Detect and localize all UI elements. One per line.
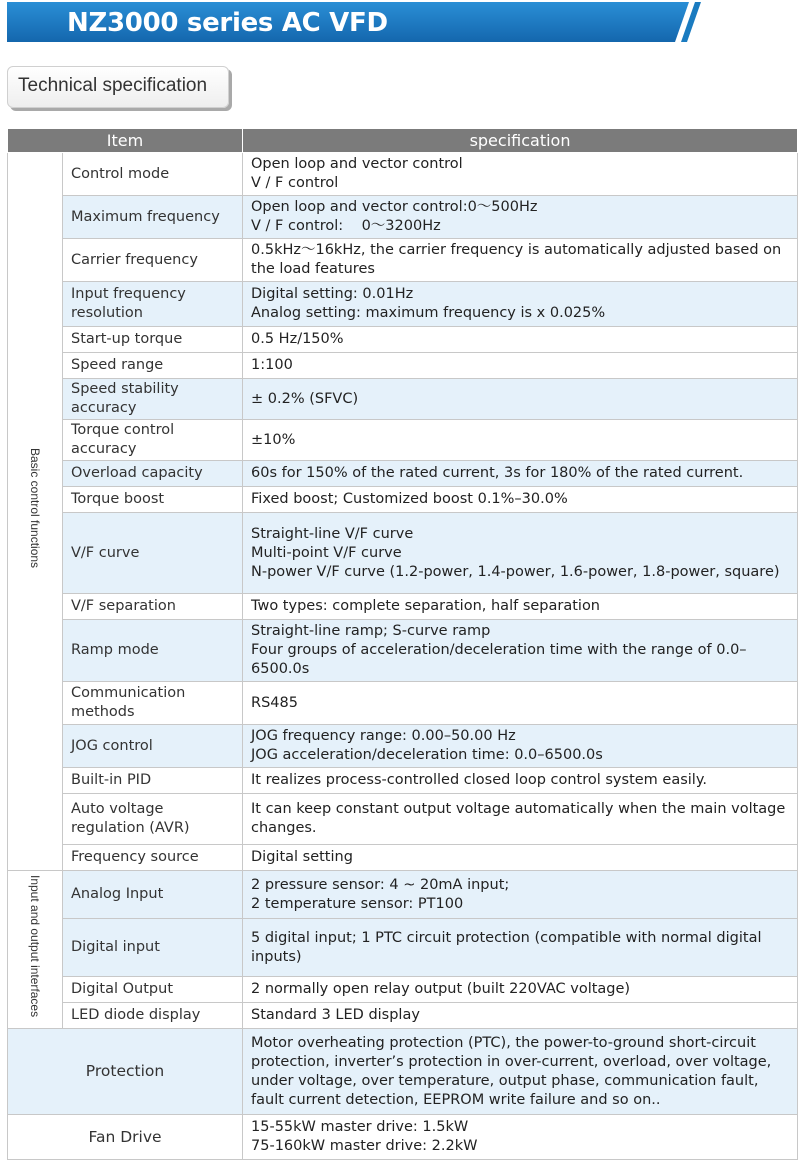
table-row xyxy=(8,594,798,620)
spec-line: N-power V/F curve (1.2-power, 1.4-power, 1.6-power, 1.8-power, square) xyxy=(251,563,780,580)
spec-line: It can keep constant output voltage automatically when the main voltage changes. xyxy=(251,801,786,836)
spec-line: RS485 xyxy=(251,694,298,711)
spec-cell xyxy=(243,487,798,513)
spec-line: 0.5kHz～16kHz, the carrier frequency is automatically adjusted based on the load features xyxy=(251,242,782,277)
table-row xyxy=(8,196,798,239)
spec-cell xyxy=(243,420,798,461)
spec-line: 2 temperature sensor: PT100 xyxy=(251,895,464,912)
spec-line: It realizes process-controlled closed loop control system easily. xyxy=(251,772,707,788)
table-row xyxy=(8,461,798,487)
item-cell: Start-up torque xyxy=(63,327,243,353)
table-row xyxy=(8,845,798,871)
spec-line: JOG frequency range: 0.00–50.00 Hz xyxy=(251,728,516,744)
spec-table xyxy=(7,128,798,1160)
spec-cell xyxy=(243,620,798,682)
item-cell: V/F separation xyxy=(63,594,243,620)
item-cell: Input frequency resolution xyxy=(63,282,243,327)
item-cell: Maximum frequency xyxy=(63,196,243,239)
spec-line: V / F control xyxy=(251,175,339,191)
spec-cell xyxy=(243,513,798,594)
item-cell: Communication methods xyxy=(63,682,243,725)
item-cell: Carrier frequency xyxy=(63,239,243,282)
title-banner xyxy=(7,2,797,42)
group-label: Input and output interfaces xyxy=(28,875,42,1018)
spec-line: Open loop and vector control xyxy=(251,156,463,172)
spec-cell xyxy=(243,794,798,845)
table-row xyxy=(8,919,798,977)
spec-cell xyxy=(243,871,798,919)
item-cell: JOG control xyxy=(63,725,243,768)
spec-line: V / F control: 0～3200Hz xyxy=(251,218,441,234)
spec-cell xyxy=(243,594,798,620)
spec-cell xyxy=(243,239,798,282)
spec-line: Multi-point V/F curve xyxy=(251,544,402,561)
table-row xyxy=(8,513,798,594)
item-cell: Protection xyxy=(8,1029,243,1115)
table-row xyxy=(8,725,798,768)
spec-line: 75-160kW master drive: 2.2kW xyxy=(251,1138,478,1154)
spec-line: Four groups of acceleration/deceleration time with the range of 0.0–6500.0s xyxy=(251,642,747,677)
item-cell: Overload capacity xyxy=(63,461,243,487)
spec-cell xyxy=(243,327,798,353)
item-cell: Control mode xyxy=(63,153,243,196)
header-specification: specification xyxy=(243,129,798,153)
group-io-interfaces xyxy=(8,871,63,1029)
spec-line: Straight-line V/F curve xyxy=(251,525,414,542)
group-label: Basic control functions xyxy=(28,448,42,569)
spec-line: 2 pressure sensor: 4 ~ 20mA input; xyxy=(251,876,510,893)
table-row xyxy=(8,871,798,919)
spec-line: Digital setting xyxy=(251,849,353,865)
spec-line: Analog setting: maximum frequency is x 0.025% xyxy=(251,305,606,321)
item-cell: Ramp mode xyxy=(63,620,243,682)
spec-line: JOG acceleration/deceleration time: 0.0–6500.0s xyxy=(251,747,603,763)
table-row xyxy=(8,379,798,420)
table-row xyxy=(8,239,798,282)
table-row xyxy=(8,682,798,725)
table-row xyxy=(8,620,798,682)
spec-line: 1:100 xyxy=(251,357,293,373)
spec-line: 0.5 Hz/150% xyxy=(251,331,344,347)
item-cell: LED diode display xyxy=(63,1003,243,1029)
table-row xyxy=(8,420,798,461)
item-cell: Speed stability accuracy xyxy=(63,379,243,420)
table-row xyxy=(8,327,798,353)
item-cell: Built-in PID xyxy=(63,768,243,794)
spec-cell xyxy=(243,196,798,239)
spec-line: Fixed boost; Customized boost 0.1%–30.0% xyxy=(251,491,568,507)
spec-cell xyxy=(243,461,798,487)
item-cell: Auto voltage regulation (AVR) xyxy=(63,794,243,845)
table-row xyxy=(8,282,798,327)
item-cell: V/F curve xyxy=(63,513,243,594)
table-row xyxy=(8,153,798,196)
group-basic-control xyxy=(8,153,63,871)
spec-cell xyxy=(243,768,798,794)
spec-line: Digital setting: 0.01Hz xyxy=(251,286,414,302)
table-row xyxy=(8,487,798,513)
item-cell: Speed range xyxy=(63,353,243,379)
spec-cell xyxy=(243,682,798,725)
spec-line: Two types: complete separation, half separation xyxy=(251,598,600,614)
section-tab xyxy=(7,66,229,108)
spec-cell xyxy=(243,1003,798,1029)
spec-line: Motor overheating protection (PTC), the power-to-ground short-circuit protection, inverter’s protection in over-current, overload, over voltage, under voltage, over temperature, output phase, communication fault, fault current detection, EEPROM write failure and so on.. xyxy=(251,1034,772,1108)
spec-line: 15-55kW master drive: 1.5kW xyxy=(251,1119,469,1135)
table-row xyxy=(8,794,798,845)
spec-cell xyxy=(243,353,798,379)
item-cell: Fan Drive xyxy=(8,1115,243,1160)
item-cell: Frequency source xyxy=(63,845,243,871)
table-row xyxy=(8,353,798,379)
spec-line: Standard 3 LED display xyxy=(251,1007,420,1023)
spec-line: 2 normally open relay output (built 220VAC voltage) xyxy=(251,981,631,997)
item-cell: Digital Output xyxy=(63,977,243,1003)
spec-cell xyxy=(243,1029,798,1115)
table-row xyxy=(8,1003,798,1029)
spec-cell xyxy=(243,379,798,420)
table-row xyxy=(8,977,798,1003)
item-cell: Analog Input xyxy=(63,871,243,919)
table-row xyxy=(8,768,798,794)
spec-cell xyxy=(243,919,798,977)
page-title: NZ3000 series AC VFD xyxy=(67,8,388,38)
table-row xyxy=(8,1029,798,1115)
table-header-row xyxy=(8,129,798,153)
spec-cell xyxy=(243,725,798,768)
spec-cell xyxy=(243,282,798,327)
item-cell: Digital input xyxy=(63,919,243,977)
spec-line: 60s for 150% of the rated current, 3s for 180% of the rated current. xyxy=(251,465,744,481)
spec-cell xyxy=(243,153,798,196)
spec-line: 5 digital input; 1 PTC circuit protection (compatible with normal digital inputs) xyxy=(251,929,762,965)
spec-line: Open loop and vector control:0～500Hz xyxy=(251,199,538,215)
spec-cell xyxy=(243,1115,798,1160)
item-cell: Torque control accuracy xyxy=(63,420,243,461)
item-cell: Torque boost xyxy=(63,487,243,513)
spec-cell xyxy=(243,977,798,1003)
header-item: Item xyxy=(8,129,243,153)
spec-line: ± 0.2% (SFVC) xyxy=(251,390,359,407)
spec-line: ±10% xyxy=(251,431,296,448)
table-row xyxy=(8,1115,798,1160)
spec-cell xyxy=(243,845,798,871)
section-tab-label: Technical specification xyxy=(18,75,208,96)
spec-line: Straight-line ramp; S-curve ramp xyxy=(251,623,491,639)
